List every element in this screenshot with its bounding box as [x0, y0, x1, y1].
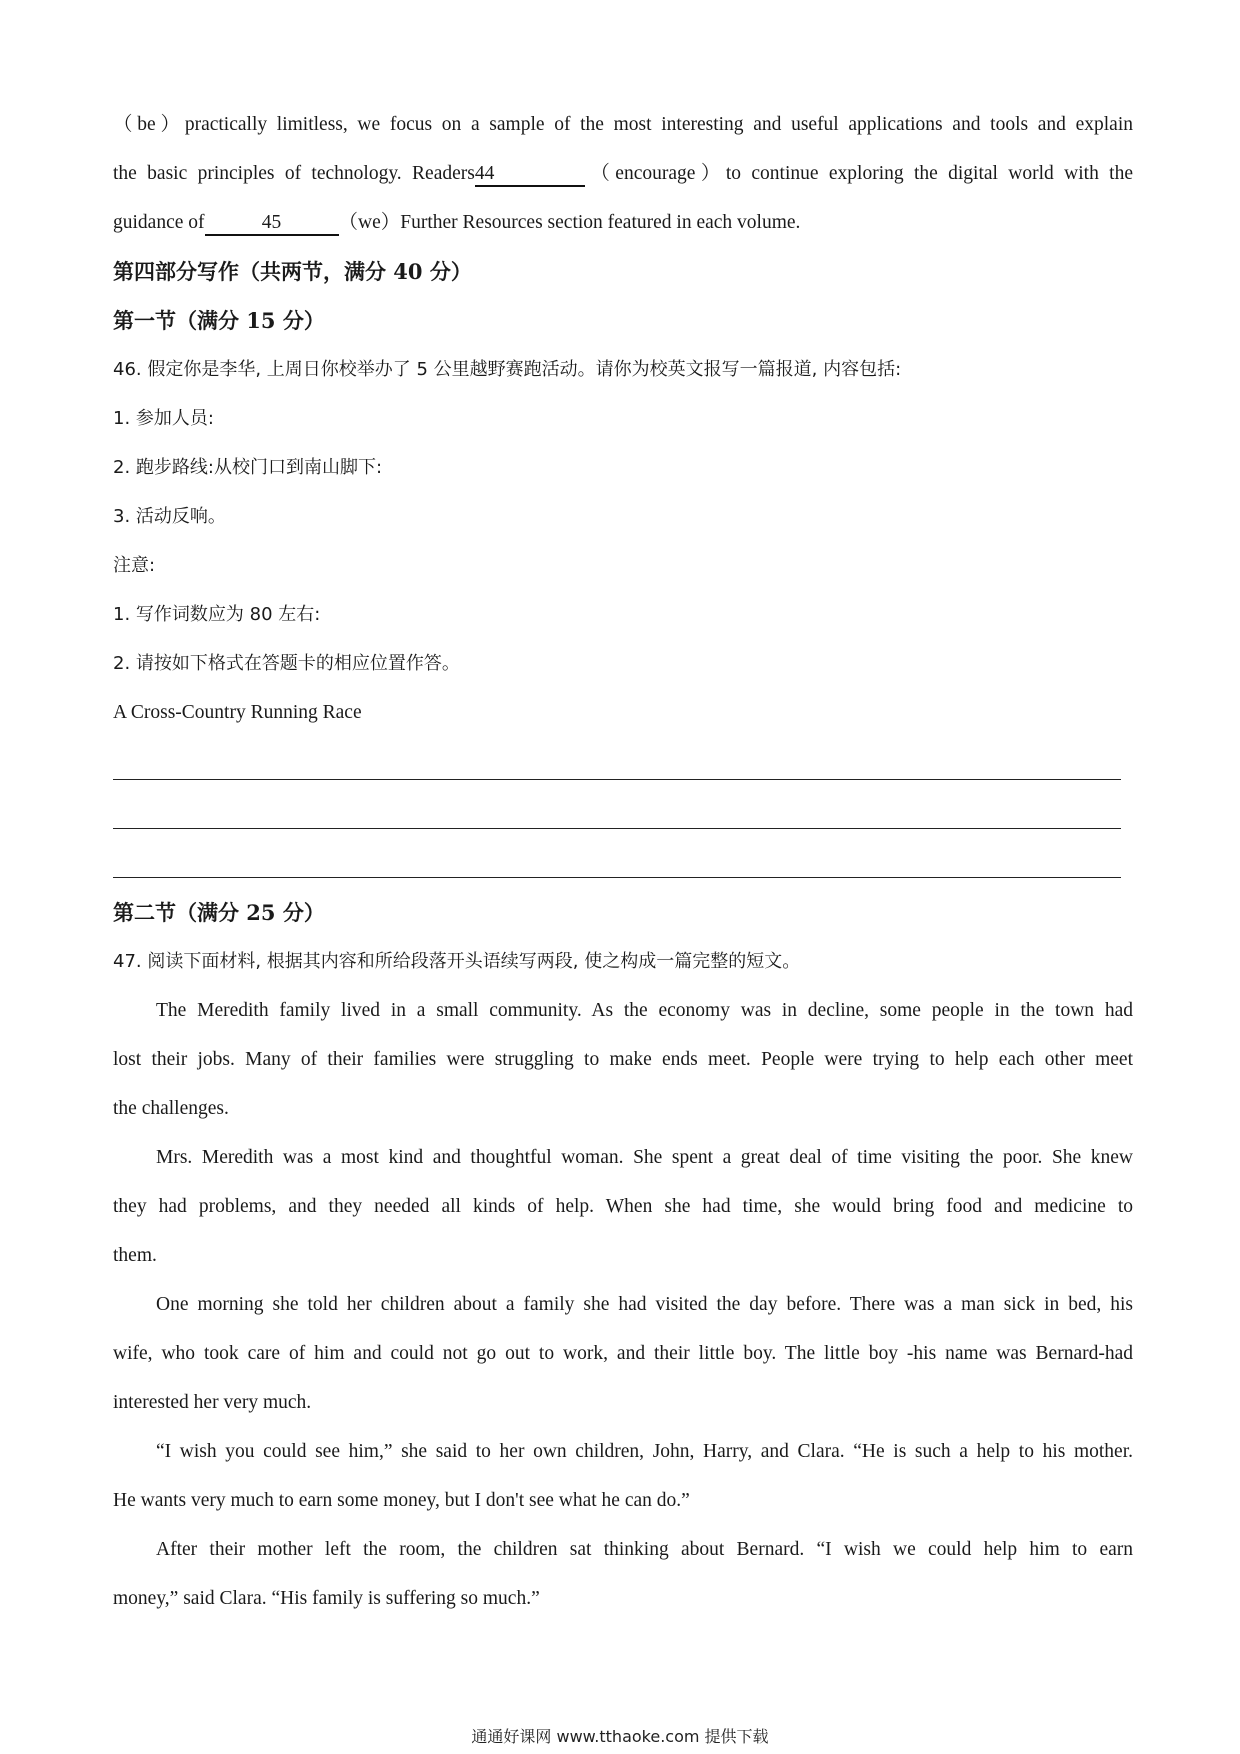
document-page	[113, 100, 1133, 1623]
cloze-text: guidance of	[113, 212, 205, 233]
section2-heading: 第二节（满分 25 分）	[113, 900, 325, 925]
passage-line: the challenges.	[113, 1098, 229, 1119]
answer-line	[113, 731, 1121, 780]
passage-line: Mrs. Meredith was a most kind and thoughtful woman. She spent a great deal of time visiting the poor. She knew	[156, 1147, 1133, 1168]
passage-line: lost their jobs. Many of their families were struggling to make ends meet. People were trying to help each other meet	[113, 1049, 1133, 1070]
footer-watermark: 通通好课网 www.tthaoke.com 提供下载	[471, 1727, 769, 1746]
answer-line	[113, 829, 1121, 878]
note-label: 注意:	[113, 555, 156, 576]
answer-lines	[113, 731, 1133, 878]
passage-line: The Meredith family lived in a small community. As the economy was in decline, some people in the town had	[156, 1000, 1133, 1021]
answer-line	[113, 780, 1121, 829]
passage-line: interested her very much.	[113, 1392, 312, 1413]
cloze-line-3	[113, 198, 1133, 247]
passage-line: wife, who took care of him and could not go out to work, and their little boy. The little boy -his name was Bernard-had	[113, 1343, 1133, 1364]
part4-heading: 第四部分写作（共两节，满分 40 分）	[113, 259, 472, 284]
cloze-text: the basic principles of technology. Readers	[113, 163, 475, 184]
passage-line: One morning she told her children about a family she had visited the day before. There was a man sick in bed, his	[156, 1294, 1133, 1315]
question-47-prompt: 47. 阅读下面材料, 根据其内容和所给段落开头语续写两段, 使之构成一篇完整的短文。	[113, 951, 801, 972]
section1-heading: 第一节（满分 15 分）	[113, 308, 325, 333]
cloze-text: （encourage）to continue exploring the digital world with the	[584, 163, 1133, 184]
cloze-line-1: （be）practically limitless, we focus on a sample of the most interesting and useful applications and tools and explain	[113, 114, 1133, 135]
blank-44: 44	[475, 163, 585, 187]
cloze-line-2	[113, 149, 1133, 198]
passage-line: they had problems, and they needed all kinds of help. When she had time, she would bring food and medicine to	[113, 1196, 1133, 1217]
passage-line: money,” said Clara. “His family is suffering so much.”	[113, 1588, 540, 1609]
cloze-text: （we）Further Resources section featured in each volume.	[338, 212, 801, 233]
content-item: 1. 参加人员:	[113, 408, 214, 429]
passage-line: After their mother left the room, the children sat thinking about Bernard. “I wish we could help him to earn	[156, 1539, 1133, 1560]
passage-line: “I wish you could see him,” she said to her own children, John, Harry, and Clara. “He is such a help to his mother.	[156, 1441, 1133, 1462]
passage-line: them.	[113, 1245, 157, 1266]
essay-title: A Cross-Country Running Race	[113, 702, 362, 723]
blank-45: 45	[205, 212, 339, 236]
content-item: 2. 跑步路线:从校门口到南山脚下:	[113, 457, 383, 478]
note-item: 2. 请按如下格式在答题卡的相应位置作答。	[113, 653, 460, 674]
passage-line: He wants very much to earn some money, but I don't see what he can do.”	[113, 1490, 690, 1511]
question-46-prompt: 46. 假定你是李华, 上周日你校举办了 5 公里越野赛跑活动。请你为校英文报写一篇报道, 内容包括:	[113, 359, 902, 380]
note-item: 1. 写作词数应为 80 左右:	[113, 604, 321, 625]
content-item: 3. 活动反响。	[113, 506, 226, 527]
